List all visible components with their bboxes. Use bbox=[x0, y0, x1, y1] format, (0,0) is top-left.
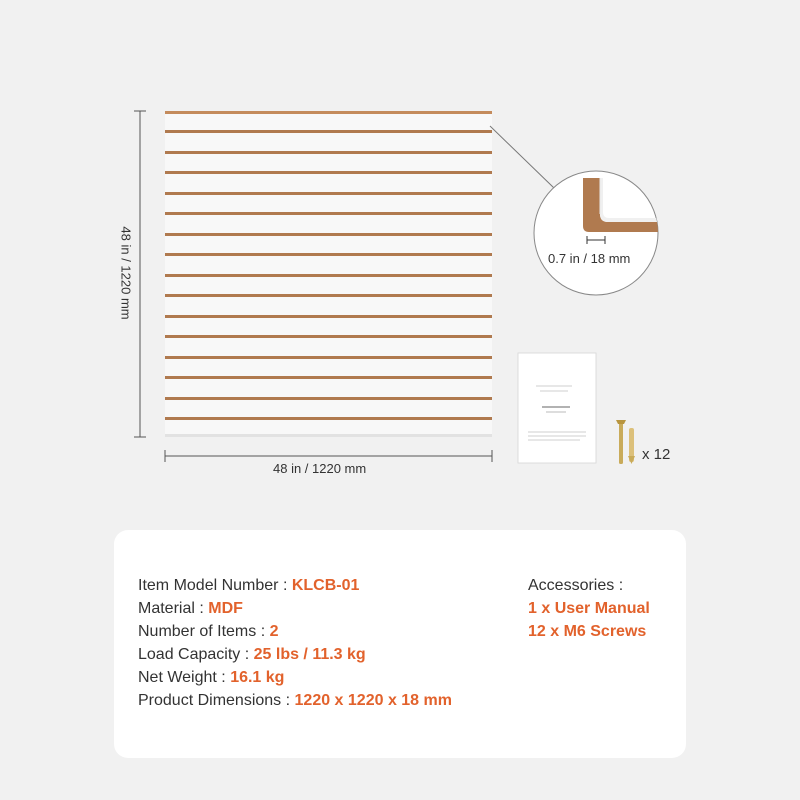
accessory-item-screws: 12 x M6 Screws bbox=[528, 623, 647, 640]
height-dimension-line bbox=[134, 111, 146, 437]
spec-value: 1220 x 1220 x 18 mm bbox=[294, 692, 452, 709]
spec-list bbox=[138, 574, 452, 712]
thickness-dimension-label: 0.7 in / 18 mm bbox=[548, 251, 631, 266]
spec-row-number-of-items bbox=[138, 620, 452, 643]
spec-row-model-number bbox=[138, 574, 452, 597]
screw-quantity-label: x 12 bbox=[642, 446, 671, 463]
spec-value: 16.1 kg bbox=[230, 669, 285, 686]
slatwall-panel bbox=[165, 111, 492, 437]
spec-value: 25 lbs / 11.3 kg bbox=[253, 646, 366, 663]
screw-and-anchor-image bbox=[616, 420, 635, 464]
spec-label: Number of Items : bbox=[138, 623, 270, 640]
thickness-detail-callout bbox=[534, 171, 664, 295]
spec-row-product-dimensions bbox=[138, 689, 452, 712]
spec-row-net-weight bbox=[138, 666, 452, 689]
spec-value: 2 bbox=[269, 623, 279, 640]
spec-label: Material : bbox=[138, 600, 209, 617]
spec-row-material bbox=[138, 597, 452, 620]
accessory-item-user-manual: 1 x User Manual bbox=[528, 600, 650, 617]
spec-value: KLCB-01 bbox=[291, 577, 360, 594]
spec-row-load-capacity bbox=[138, 643, 452, 666]
accessories-block bbox=[528, 574, 650, 643]
spec-label: Load Capacity : bbox=[138, 646, 254, 663]
user-manual-image bbox=[518, 353, 596, 463]
callout-connector bbox=[490, 126, 554, 188]
specifications-card bbox=[114, 530, 686, 758]
height-dimension-label: 48 in / 1220 mm bbox=[118, 226, 134, 320]
accessories-title: Accessories : bbox=[528, 577, 624, 594]
spec-label: Item Model Number : bbox=[138, 577, 292, 594]
panel-slots bbox=[165, 130, 492, 420]
spec-label: Product Dimensions : bbox=[138, 692, 295, 709]
width-dimension-label: 48 in / 1220 mm bbox=[273, 461, 367, 476]
spec-value: MDF bbox=[208, 600, 243, 617]
spec-label: Net Weight : bbox=[138, 669, 231, 686]
